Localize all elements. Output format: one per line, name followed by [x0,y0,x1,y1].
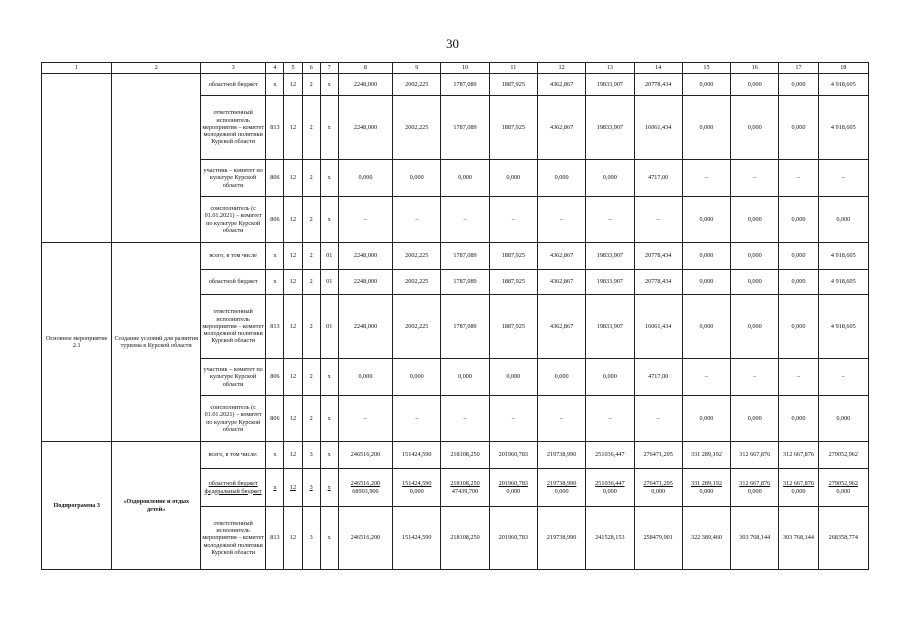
funding-source-cell: всего, в том числе [200,243,265,270]
amount-cell: 4 918,605 [818,270,868,295]
amount-cell: – [634,396,682,442]
program-title-cell: «Оздоровление и отдых детей» [112,442,201,570]
amount-cell: 1887,925 [489,243,537,270]
column-number: 7 [320,63,338,74]
column-number: 16 [731,63,779,74]
amount-cell: – [818,160,868,197]
amount-cell: 2248,000 [338,295,392,359]
amount-cell: 2248,000 [338,96,392,160]
amount-cell: 303 768,144 [731,507,779,570]
budget-code-cell: х [320,197,338,243]
amount-cell: – [489,197,537,243]
funding-source-cell: соисполнитель (с 01.01.2021) – комитет по культуре Курской области [200,197,265,243]
column-number: 13 [586,63,634,74]
amount-cell: – [441,396,489,442]
funding-source-cell: областной бюджет [200,74,265,96]
amount-cell: 20778,434 [634,74,682,96]
amount-cell: 0,000 [682,396,730,442]
budget-code-cell: х [320,507,338,570]
amount-cell: 4362,867 [537,295,585,359]
amount-cell: 4362,867 [537,74,585,96]
amount-cell: 0,000 [682,197,730,243]
amount-cell: 4717,00 [634,160,682,197]
amount-cell: – [779,160,818,197]
amount-cell: – [489,396,537,442]
amount-cell: 312 667,876 [731,442,779,469]
funding-source-cell: областной бюджет федеральный бюджет [200,469,265,507]
budget-code-cell: 806 [266,197,284,243]
amount-cell: 2002,225 [393,74,441,96]
amount-cell: 2002,225 [393,243,441,270]
budget-code-cell: 01 [320,270,338,295]
amount-cell: 0,000 [779,243,818,270]
amount-cell: 0,000 [682,270,730,295]
amount-cell: 19833,907 [586,270,634,295]
amount-cell: 0,000 [682,96,730,160]
column-number: 5 [284,63,302,74]
amount-cell: 312 667,876 [779,442,818,469]
amount-cell: 219738,990 [537,442,585,469]
budget-code-cell: 12 [284,96,302,160]
amount-cell: 20778,434 [634,243,682,270]
amount-cell: 2002,225 [393,270,441,295]
amount-cell: 2248,000 [338,270,392,295]
amount-cell: 0,000 [731,270,779,295]
amount-cell: 0,000 [818,396,868,442]
amount-cell: 0,000 [682,74,730,96]
amount-cell: 0,000 [586,160,634,197]
budget-code-cell: х [320,359,338,396]
amount-cell: 19833,907 [586,96,634,160]
budget-code-cell: 12 [284,74,302,96]
column-number: 8 [338,63,392,74]
program-title-cell [112,74,201,243]
amount-cell: 246516,200 [338,507,392,570]
budget-code-cell: х [320,160,338,197]
amount-cell: 4362,867 [537,96,585,160]
budget-code-cell: 01 [320,295,338,359]
program-name-cell: Подпрограмма 3 [42,442,112,570]
amount-cell: 0,000 [731,295,779,359]
budget-code-cell: х [266,74,284,96]
amount-cell: 0,000 [779,396,818,442]
amount-cell: – [537,197,585,243]
column-number: 4 [266,63,284,74]
column-number: 14 [634,63,682,74]
amount-cell: 0,000 [731,243,779,270]
amount-cell: 312 667,876 0,000 [731,469,779,507]
amount-cell: 0,000 [489,359,537,396]
amount-cell: 4362,867 [537,243,585,270]
amount-cell: – [818,359,868,396]
amount-cell: 16061,434 [634,295,682,359]
amount-cell: 201960,783 [489,442,537,469]
budget-code-cell: 2 [302,270,320,295]
column-number: 3 [200,63,265,74]
amount-cell: 0,000 [489,160,537,197]
amount-cell: 151424,590 [393,507,441,570]
amount-cell: 0,000 [441,160,489,197]
budget-code-cell: 813 [266,96,284,160]
amount-cell: 19833,907 [586,243,634,270]
amount-cell: 276471,295 0,000 [634,469,682,507]
amount-cell: 0,000 [779,270,818,295]
funding-source-cell: областной бюджет [200,270,265,295]
budget-code-cell: 2 [302,96,320,160]
table-row [42,243,869,270]
amount-cell: 0,000 [393,359,441,396]
program-title-cell: Создание условий для развития туризма в Курской области [112,243,201,442]
amount-cell: 2002,225 [393,295,441,359]
amount-cell: 4 918,605 [818,295,868,359]
budget-code-cell: 01 [320,243,338,270]
amount-cell: 0,000 [818,197,868,243]
amount-cell: 0,000 [537,160,585,197]
amount-cell: 0,000 [779,295,818,359]
budget-code-cell: х [320,96,338,160]
budget-code-cell: 12 [284,469,302,507]
amount-cell: 151424,590 [393,442,441,469]
amount-cell: 151424,590 0,000 [393,469,441,507]
amount-cell: 251036,447 0,000 [586,469,634,507]
amount-cell: 219738,990 [537,507,585,570]
amount-cell: 1887,925 [489,74,537,96]
amount-cell: 16061,434 [634,96,682,160]
budget-code-cell: 2 [302,359,320,396]
amount-cell: 0,000 [731,396,779,442]
amount-cell: 0,000 [338,359,392,396]
amount-cell: 312 667,876 0,000 [779,469,818,507]
budget-code-cell: 806 [266,160,284,197]
header-row [42,63,869,74]
table-row [42,442,869,469]
amount-cell: 4 918,605 [818,243,868,270]
amount-cell: 218108,250 47439,700 [441,469,489,507]
budget-code-cell: 806 [266,359,284,396]
column-number: 18 [818,63,868,74]
amount-cell: 19833,907 [586,74,634,96]
amount-cell: 251036,447 [586,442,634,469]
amount-cell: – [393,197,441,243]
table-row [42,74,869,96]
amount-cell: 1787,089 [441,270,489,295]
amount-cell: 303 768,144 [779,507,818,570]
amount-cell: 276471,295 [634,442,682,469]
column-number: 1 [42,63,112,74]
budget-code-cell: 2 [302,197,320,243]
amount-cell: 4362,867 [537,270,585,295]
column-number: 12 [537,63,585,74]
amount-cell: 0,000 [537,359,585,396]
budget-code-cell: 3 [302,507,320,570]
budget-code-cell: х [266,243,284,270]
funding-source-cell: ответственный исполнитель мероприятия – комитет молодежной политики Курской области [200,507,265,570]
amount-cell: 322 389,460 [682,507,730,570]
amount-cell: – [393,396,441,442]
amount-cell: – [682,160,730,197]
amount-cell: 219738,990 0,000 [537,469,585,507]
amount-cell: 2248,000 [338,74,392,96]
budget-code-cell: х [320,442,338,469]
amount-cell: 0,000 [682,295,730,359]
budget-code-cell: 12 [284,160,302,197]
budget-code-cell: 2 [302,160,320,197]
amount-cell: – [682,359,730,396]
amount-cell: 246516,200 [338,442,392,469]
funding-source-cell: ответственный исполнитель мероприятия – комитет молодежной политики Курской области [200,295,265,359]
amount-cell: – [586,396,634,442]
amount-cell: – [338,197,392,243]
column-number: 17 [779,63,818,74]
amount-cell: – [586,197,634,243]
amount-cell: 0,000 [682,243,730,270]
budget-code-cell: 12 [284,507,302,570]
amount-cell: 1787,089 [441,74,489,96]
amount-cell: 0,000 [441,359,489,396]
amount-cell: 1787,089 [441,96,489,160]
budget-code-cell: х [266,442,284,469]
budget-code-cell: 12 [284,442,302,469]
amount-cell: 218108,250 [441,442,489,469]
budget-code-cell: 2 [302,396,320,442]
amount-cell: 258479,001 [634,507,682,570]
page-number: 30 [446,36,459,51]
amount-cell: 0,000 [779,96,818,160]
amount-cell: 4 918,605 [818,96,868,160]
amount-cell: 218108,250 [441,507,489,570]
budget-code-cell: 813 [266,295,284,359]
amount-cell: 1787,089 [441,295,489,359]
column-number: 15 [682,63,730,74]
amount-cell: 0,000 [731,197,779,243]
column-number: 10 [441,63,489,74]
column-number: 6 [302,63,320,74]
amount-cell: 4717,00 [634,359,682,396]
program-name-cell: Основное мероприятие 2.1 [42,243,112,442]
funding-source-cell: всего, в том числе: [200,442,265,469]
column-number: 2 [112,63,201,74]
amount-cell: 4 918,605 [818,74,868,96]
amount-cell: 331 289,192 [682,442,730,469]
amount-cell: 20778,434 [634,270,682,295]
amount-cell: – [338,396,392,442]
amount-cell: 201960,783 [489,507,537,570]
budget-code-cell: 12 [284,197,302,243]
funding-source-cell: участник – комитет по культуре Курской области [200,359,265,396]
amount-cell: 0,000 [586,359,634,396]
amount-cell: – [441,197,489,243]
amount-cell: 331 289,192 0,000 [682,469,730,507]
amount-cell: 268358,774 [818,507,868,570]
budget-code-cell: х [320,396,338,442]
amount-cell: 0,000 [731,96,779,160]
budget-code-cell: 12 [284,396,302,442]
amount-cell: – [731,160,779,197]
budget-code-cell: 12 [284,270,302,295]
amount-cell: – [731,359,779,396]
budget-code-cell: 3 [302,469,320,507]
amount-cell: 279052,962 [818,442,868,469]
amount-cell: 241528,153 [586,507,634,570]
budget-code-cell: 2 [302,74,320,96]
funding-source-cell: ответственный исполнитель мероприятия – комитет молодежной политики Курской области [200,96,265,160]
amount-cell: 0,000 [338,160,392,197]
amount-cell: 2248,000 [338,243,392,270]
budget-code-cell: 2 [302,295,320,359]
amount-cell: 201960,783 0,000 [489,469,537,507]
amount-cell: 2002,225 [393,96,441,160]
amount-cell: 1787,089 [441,243,489,270]
amount-cell: 1887,925 [489,295,537,359]
budget-code-cell: 813 [266,507,284,570]
budget-code-cell: 12 [284,359,302,396]
budget-code-cell: 2 [302,243,320,270]
amount-cell: 0,000 [779,74,818,96]
budget-code-cell: х [266,270,284,295]
amount-cell: 0,000 [393,160,441,197]
budget-code-cell: 806 [266,396,284,442]
amount-cell: 246516,200 68903,900 [338,469,392,507]
amount-cell: – [634,197,682,243]
amount-cell: 0,000 [731,74,779,96]
funding-source-cell: участник – комитет по культуре Курской области [200,160,265,197]
amount-cell: 279052,962 0,000 [818,469,868,507]
amount-cell: – [779,359,818,396]
amount-cell: – [537,396,585,442]
budget-code-cell: 3 [302,442,320,469]
funding-source-cell: соисполнитель (с 01.01.2021) – комитет по культуре Курской области [200,396,265,442]
program-name-cell [42,74,112,243]
budget-code-cell: х [266,469,284,507]
amount-cell: 1887,925 [489,270,537,295]
budget-code-cell: 12 [284,243,302,270]
budget-table [41,62,869,570]
budget-code-cell: х [320,74,338,96]
amount-cell: 19833,907 [586,295,634,359]
budget-code-cell: х [320,469,338,507]
budget-code-cell: 12 [284,295,302,359]
amount-cell: 1887,925 [489,96,537,160]
column-number: 11 [489,63,537,74]
column-number: 9 [393,63,441,74]
amount-cell: 0,000 [779,197,818,243]
